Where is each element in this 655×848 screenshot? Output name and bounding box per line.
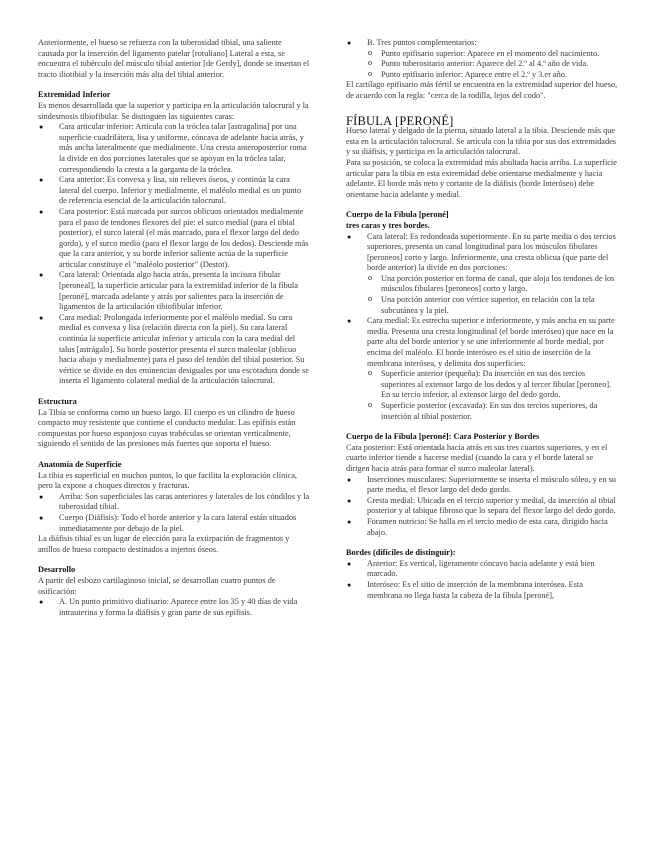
desarrollo-list [38,597,310,618]
anatomia-paragraph: La tibia es superficial en muchos puntos, lo que facilita la exploración clínica, pero la expone a choques directos y fracturas. [38,470,297,491]
anatomia-list [38,492,310,534]
list-item-text: Cara lateral: Es redondeada superiormente. En su parte media o dos tercios superiores, presenta un canal longitudinal para los músculos fibulares [peroneos] corto y largo. Inferiormente, una cresta oblicua (que parte del borde anterior) la divide en dos porciones: [367,231,616,273]
list-item: ● Arriba: Son superficiales las caras anteriores y laterales de los cóndilos y la tuberosidad tibial. [38,492,310,513]
list-item: ● Cara medial: Prolongada inferiormente por el maléolo medial. Su cara medial es convexa y lisa (relación directa con la piel). Su cara lateral continúa la superficie articular inferior y articula con la cara medial del talus [astrágalo]. Su borde posterior presenta el surco maleolar (oblicuo hacia abajo y medialmente) para el paso del tendón del tibial posterior. Su vértice se divide en dos eminencias desiguales por una escotadura donde se inserta el ligamento colateral medial de la articulación talocrural. [38,313,310,387]
desarrollo-paragraph: A partir del esbozo cartilaginoso inicial, se desarrollan cuatro puntos de osificación: [38,575,276,596]
sublist-item: o Punto epifisario superior: Aparece en el momento del nacimiento. [346,49,618,60]
list-item: ● Anterior: Es vertical, ligeramente cóncavo hacia adelante y está bien marcado. [346,559,618,580]
sublist-item: o Una porción posterior en forma de canal, que aloja los tendones de los músculos fibulares [peroneos] corto y largo. [346,274,618,295]
section-heading-extremidad-inferior: Extremidad Inferior [38,90,111,100]
section-heading-estructura: Estructura [38,397,77,406]
list-item: ● B. Tres puntos complementarios: [346,38,618,49]
list-item: ● Cara anterior: Es convexa y lisa, sin relieves óseos, y continúa la cara lateral del cuerpo. Inferior y medialmente, el maléolo medial es un punto de referencia esencial de la articulación talocrural. [38,175,310,207]
list-item [346,316,618,422]
list-item: ● Cresta medial: Ubicada en el tercio superior y medial, da inserción al tibial posterior y al tabique fibroso que lo separa del flexor largo del dedo gordo. [346,496,618,517]
left-column [38,38,310,618]
list-item: ● Cara lateral: Orientada algo hacia atrás, presenta la incisura fibular [peroneal], la superficie articular para la extremidad inferior de la fíbula [peroné], marcada adelante y atrás por salientes para la inserción de ligamentos de la articulación tibiofibular inferior. [38,270,310,312]
intro-paragraph: Anteriormente, el hueso se refuerza con la tuberosidad tibial, una saliente causada por la inserción del ligamento patelar [rotuliano] Lateral a esta, se encuentra el tubérculo del músculo tibial anterior [de Gerdy], donde se insertan el tracto iliotibial y la inserción más alta del tibial anterior. [38,38,310,79]
section-heading-desarrollo: Desarrollo [38,565,76,575]
cara-posterior-paragraph: Cara posterior: Está orientada hacia atrás en sus tres cuartos superiores, y en el cuarto inferior tiende a hacerse medial (cuando la cara y el borde lateral se dirigen hacia atrás para formar el surco maleolar lateral). [346,442,608,473]
cuerpo-list [346,232,618,423]
list-item: ● Cara posterior: Está marcada por surcos oblicuos orientados medialmente para el paso de tendones flexores del pie: el surco medial (para el tibial posterior), el surco lateral (el más marcado, para el flexor largo del dedo gordo), y el surco medio (para el flexor largo de los dedos). Desciende más que la cara anterior, y su borde inferior saliente actúa de la superficie articular constituye el "maléolo posterior" (Destot). [38,207,310,271]
list-item: ● Cuerpo (Diáfisis): Todo el borde anterior y la cara lateral están situados inmediatamente por debajo de la piel. [38,513,310,534]
cara-posterior-list [346,475,618,539]
sublist-item: o Superficie anterior (pequeña): Da inserción en sus dos tercios superiores al extensor largo de los dedos y al tercer fibular [peroneo]. En su tercio inferior, al extensor largo del dedo gordo. [346,369,618,401]
sublist-item: o Punto tuberositario anterior: Aparece del 2.º al 4.º año de vida. [346,59,618,70]
list-item: ● Foramen nutricio: Se halla en el tercio medio de esta cara, dirigido hacia abajo. [346,517,618,538]
desarrollo-list-continued [346,38,618,49]
section-heading-bordes: Bordes (difíciles de distinguir): [346,548,456,558]
list-item: ● A. Un punto primitivo diafisario: Aparece entre los 35 y 40 días de vida intrauterina y forma la diáfisis y gran parte de sus epífisis. [38,597,310,618]
medial-sublist [346,369,618,422]
list-item: ● Interóseo: Es el sitio de inserción de la membrana interósea. Esta membrana no llega hasta la cabeza de la fíbula [peroné], [346,580,618,601]
estructura-paragraph: La Tibia se conforma como un hueso largo. El cuerpo es un cilindro de hueso compacto muy resistente que contiene el conducto medular. Las epífisis están compuestas por hueso esponjoso cuyas trabéculas se orientan verticalmente, siguiendo el sentido de las presiones más fuertes que soporta el hueso. [38,407,296,449]
extremidad-paragraph: Es menos desarrollada que la superior y participa en la articulación talocrural y la sindesmosis tibiofibular. Se distinguen las siguientes caras: [38,100,309,121]
sublist-item: o Punto epifisario inferior: Aparece entre el 2.º y 3.er año. [346,70,618,81]
sublist-item: o Una porción anterior con vértice superior, en relación con la tela subcutánea y la piel. [346,295,618,316]
section-heading-cuerpo: Cuerpo de la Fíbula [peroné] [346,210,449,220]
right-column [346,38,618,601]
list-item-text: Cara medial: Es estrecha superior e inferiormente, y más ancha en su parte media. Presenta una cresta longitudinal (el borde interóseo) que nace en la parte alta del borde anterior y se une inferiormente al borde medial, por encima del maléolo. El borde interóseo es el sitio de inserción de la membrana interósea, y delimita dos superficies: [367,316,615,368]
cartilago-paragraph: El cartílago epifisario más fértil se encuentra en la extremidad superior del hueso, de acuerdo con la regla: "cerca de la rodilla, lejos del codo". [346,80,618,100]
section-heading-anatomia: Anatomía de Superficie [38,459,122,469]
sublist-item: o Superficie posterior (excavada): En sus dos tercios superiores, da inserción al tibial posterior. [346,401,618,422]
fibula-title: FÍBULA [PERONÉ] [346,113,454,128]
list-item: ● Inserciones musculares: Superiormente se inserta el músculo sóleo, y en su parte media, el flexor largo del dedo gordo. [346,475,618,496]
section-heading-cara-posterior: Cuerpo de la Fíbula [peroné]: Cara Posterior y Bordes [346,432,540,442]
cuerpo-subheading: tres caras y tres bordes. [346,220,430,230]
list-item: ● Cara articular inferior: Articula con la tróclea talar [astragalina] por una superficie cuadrilátera, lisa y uniforme, cóncava de adelante hacia atrás, y más ancha lateralmente que medialmente. Una cresta anteroposterior roma la divide en dos porciones laterales que se apoyan en la tróclea talar, correspondiendo la cresta a la garganta de la tróclea. [38,122,310,175]
fibula-paragraph: Hueso lateral y delgado de la pierna, situado lateral a la tibia. Desciende más que esta en la articulación talocrural. Se articula con la tibia por sus dos extremidades y su diáfisis, y participa en la articulación talocrural. [346,126,617,157]
extremidad-list [38,122,310,387]
lateral-sublist [346,274,618,316]
fibula-paragraph-2: Para su posición, se coloca la extremidad más abultada hacia arriba. La superficie articular para la tibia en esta extremidad debe orientarse medialmente y hacia adelante. El borde más neto y cortante de la diáfisis (borde Interóseo) debe orientarse hacia adelante y medial. [346,157,617,199]
anatomia-paragraph-2: La diáfisis tibial es un lugar de elección para la extirpación de fragmentos y anillos de hueso compacto destinados a injertos óseos. [38,534,290,554]
list-item [346,232,618,317]
puntos-sublist [346,49,618,81]
bordes-list [346,559,618,601]
